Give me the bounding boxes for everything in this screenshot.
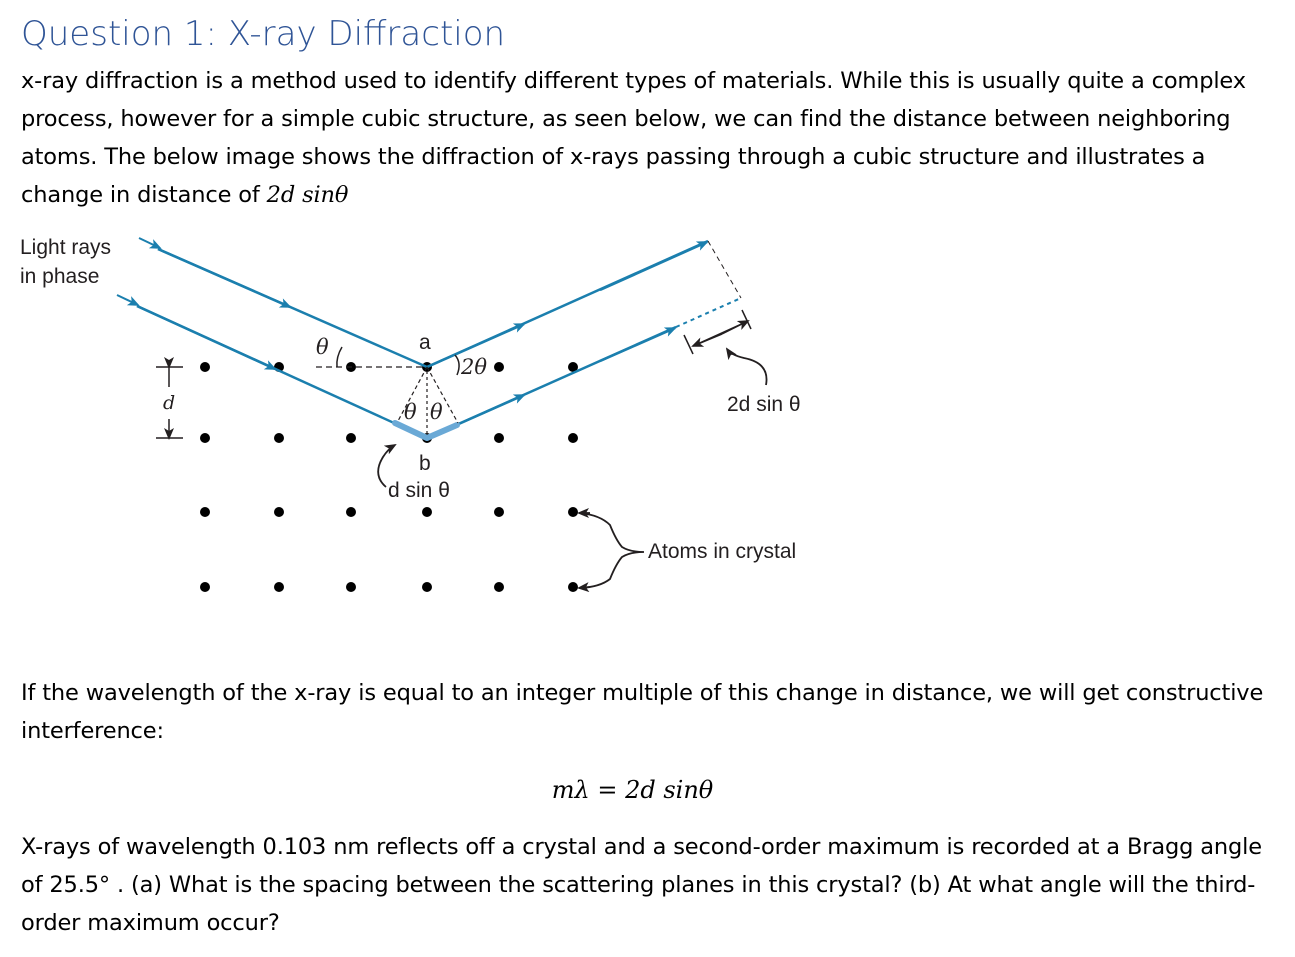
two-d-sin-theta-pointer xyxy=(727,349,767,385)
atom-a-label: a xyxy=(419,331,431,354)
theta-label: θ xyxy=(316,335,329,359)
two-theta-angle-arc xyxy=(455,355,459,375)
incident-ray-top xyxy=(158,249,427,367)
atom xyxy=(200,433,210,443)
light-rays-label-line2: in phase xyxy=(20,265,100,288)
atom-b-label: b xyxy=(419,452,431,475)
bragg-equation: mλ = 2d sinθ xyxy=(551,776,714,804)
atom xyxy=(568,582,578,592)
intro-paragraph xyxy=(21,62,1281,214)
label-pointer-arrow xyxy=(117,295,138,305)
atom xyxy=(346,433,356,443)
theta-left-label: θ xyxy=(404,400,417,424)
atom xyxy=(200,507,210,517)
wavefront-dashed-line xyxy=(708,241,741,298)
atom xyxy=(494,362,504,372)
atoms-in-crystal-label: Atoms in crystal xyxy=(648,540,797,563)
two-d-sin-theta-dimension xyxy=(684,310,751,354)
xray-diffraction-diagram xyxy=(0,225,860,610)
d-sin-theta-label: d sin θ xyxy=(388,479,450,502)
incident-ray-bottom xyxy=(137,306,427,438)
brace-arrow-bottom xyxy=(579,587,590,588)
reflected-ray-bottom xyxy=(427,327,676,438)
intro-text: x-ray diffraction is a method used to identify different types of materials. While this is usually quite a complex process, however for a simple cubic structure, as seen below, we can find the distance between neighboring atoms. The below image shows the diffraction of x-rays passing through a cubic structure and illustrates a change in distance of xyxy=(21,68,1246,208)
reflected-ray-top xyxy=(427,241,708,367)
two-theta-label: 2θ xyxy=(461,355,488,379)
condition-paragraph: If the wavelength of the x-ray is equal to an integer multiple of this change in distance, we will get constructive interference: xyxy=(21,680,1264,744)
label-pointer-arrow xyxy=(139,238,160,248)
atom xyxy=(200,582,210,592)
intro-math: 2d sinθ xyxy=(266,182,349,208)
path-difference-highlight xyxy=(395,423,457,438)
atom xyxy=(494,433,504,443)
atom xyxy=(568,433,578,443)
two-d-sin-theta-label: 2d sin θ xyxy=(727,393,801,416)
light-rays-label-line1: Light rays xyxy=(20,236,112,259)
atom xyxy=(494,507,504,517)
atom xyxy=(422,507,432,517)
atom xyxy=(200,362,210,372)
d-label: d xyxy=(163,392,176,414)
theta-right-label: θ xyxy=(430,400,443,424)
path-difference-dashed-extension xyxy=(676,298,741,327)
atom xyxy=(568,507,578,517)
atom xyxy=(274,507,284,517)
question-paragraph: X-rays of wavelength 0.103 nm reflects off a crystal and a second-order maximum is recorded at a Bragg angle of 25.5° . (a) What is the spacing between the scattering planes in this crystal? (b) At what angle will the third-order maximum occur? xyxy=(21,834,1262,936)
atom xyxy=(494,582,504,592)
atoms-brace xyxy=(580,513,644,588)
atom xyxy=(346,582,356,592)
atom xyxy=(422,582,432,592)
atom xyxy=(274,433,284,443)
atom xyxy=(274,582,284,592)
atom xyxy=(346,507,356,517)
page-title: Question 1: X-ray Diffraction xyxy=(21,14,506,54)
theta-angle-arc xyxy=(337,347,342,367)
